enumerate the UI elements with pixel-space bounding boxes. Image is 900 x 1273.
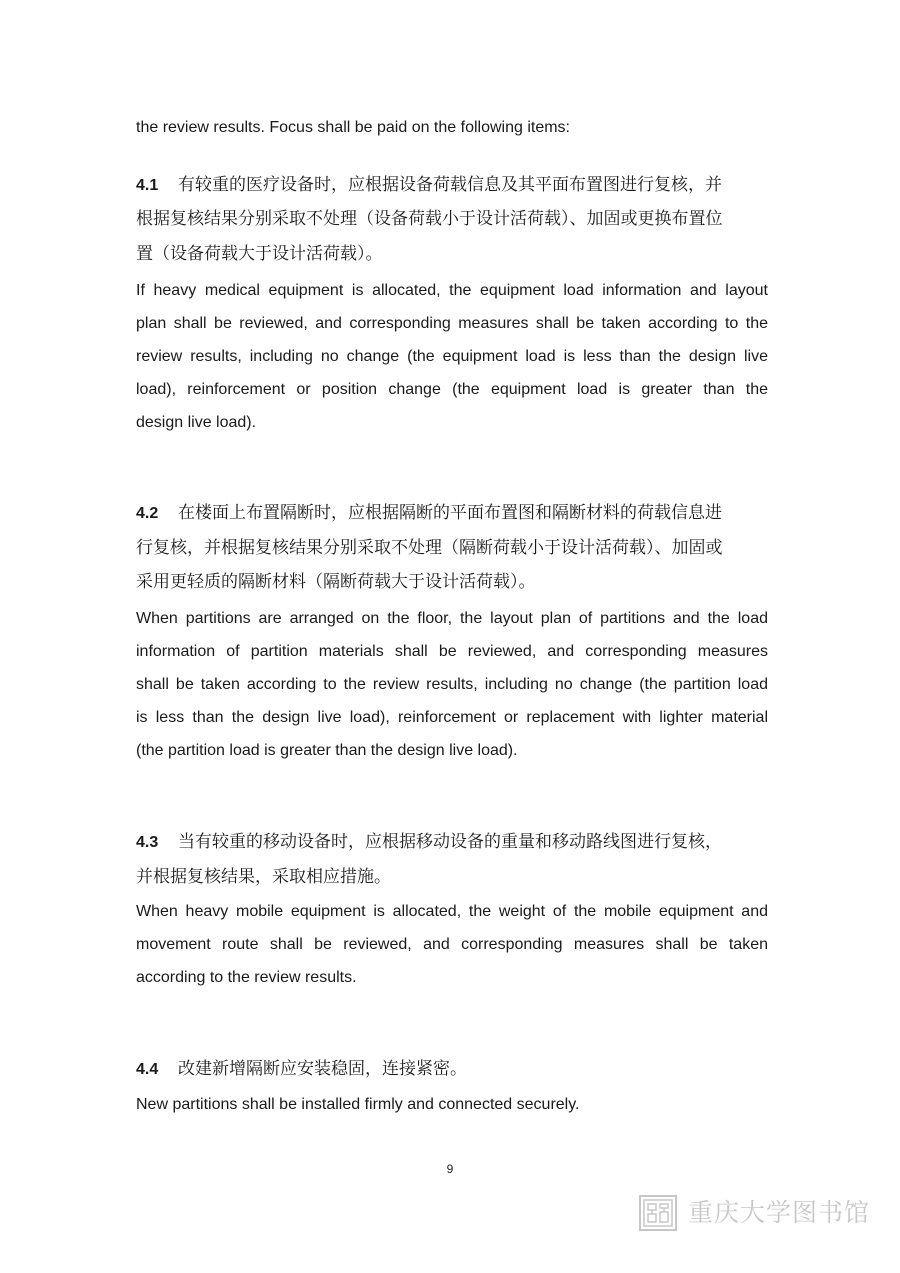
section-zh-line: 根据复核结果分别采取不处理（设备荷载小于设计活荷载）、加固或更换布置位 bbox=[136, 209, 723, 229]
section-zh-line: 行复核，并根据复核结果分别采取不处理（隔断荷载小于设计活荷载）、加固或 bbox=[136, 538, 723, 558]
section-zh-line: 并根据复核结果，采取相应措施。 bbox=[136, 867, 391, 887]
section-en-line: When partitions are arranged on the floor, the layout plan of partitions and the load bbox=[136, 610, 768, 627]
section-zh-line bbox=[136, 831, 768, 854]
section-zh-line: 置（设备荷载大于设计活荷载）。 bbox=[136, 244, 383, 264]
section-en-line: load), reinforcement or position change (the equipment load is greater than the bbox=[136, 381, 768, 398]
section-en-line: New partitions shall be installed firmly and connected securely. bbox=[136, 1096, 580, 1113]
section-zh-text: 有较重的医疗设备时，应根据设备荷载信息及其平面布置图进行复核，并 bbox=[178, 175, 722, 195]
section-zh-text: 改建新增隔断应安装稳固，连接紧密。 bbox=[178, 1059, 467, 1079]
section-zh-line bbox=[136, 502, 768, 525]
section-en-line: shall be taken according to the review results, including no change (the partition load bbox=[136, 676, 768, 693]
section-number: 4.2 bbox=[136, 505, 159, 522]
section-zh-text: 在楼面上布置隔断时，应根据隔断的平面布置图和隔断材料的荷载信息进 bbox=[178, 503, 722, 523]
section-en-line: If heavy medical equipment is allocated, the equipment load information and layout bbox=[136, 282, 768, 299]
section-number: 4.4 bbox=[136, 1061, 159, 1078]
section-en-line: movement route shall be reviewed, and corresponding measures shall be taken bbox=[136, 936, 768, 953]
section-number: 4.1 bbox=[136, 177, 159, 194]
section-en-line: is less than the design live load), reinforcement or replacement with lighter material bbox=[136, 709, 768, 726]
section-en-line: according to the review results. bbox=[136, 969, 357, 986]
section-en-line: (the partition load is greater than the design live load). bbox=[136, 742, 518, 759]
section-zh-line bbox=[136, 174, 768, 197]
section-en-line: plan shall be reviewed, and corresponding measures shall be taken according to the bbox=[136, 315, 768, 332]
watermark-text: 重庆大学图书馆 bbox=[688, 1198, 871, 1227]
section-zh-line: 采用更轻质的隔断材料（隔断荷载大于设计活荷载）。 bbox=[136, 572, 536, 592]
section-zh-text: 当有较重的移动设备时，应根据移动设备的重量和移动路线图进行复核， bbox=[178, 832, 722, 852]
library-seal-icon bbox=[638, 1194, 678, 1232]
section-en-line: When heavy mobile equipment is allocated, the weight of the mobile equipment and bbox=[136, 903, 768, 920]
section-en-line: information of partition materials shall be reviewed, and corresponding measures bbox=[136, 643, 768, 660]
section-zh-line bbox=[136, 1058, 768, 1081]
section-number: 4.3 bbox=[136, 834, 159, 851]
section-en-line: design live load). bbox=[136, 414, 257, 431]
section-en-line: review results, including no change (the equipment load is less than the design live bbox=[136, 348, 768, 365]
page-number: 9 bbox=[446, 1162, 454, 1176]
intro-text: the review results. Focus shall be paid on the following items: bbox=[136, 119, 570, 136]
library-watermark bbox=[638, 1192, 871, 1236]
